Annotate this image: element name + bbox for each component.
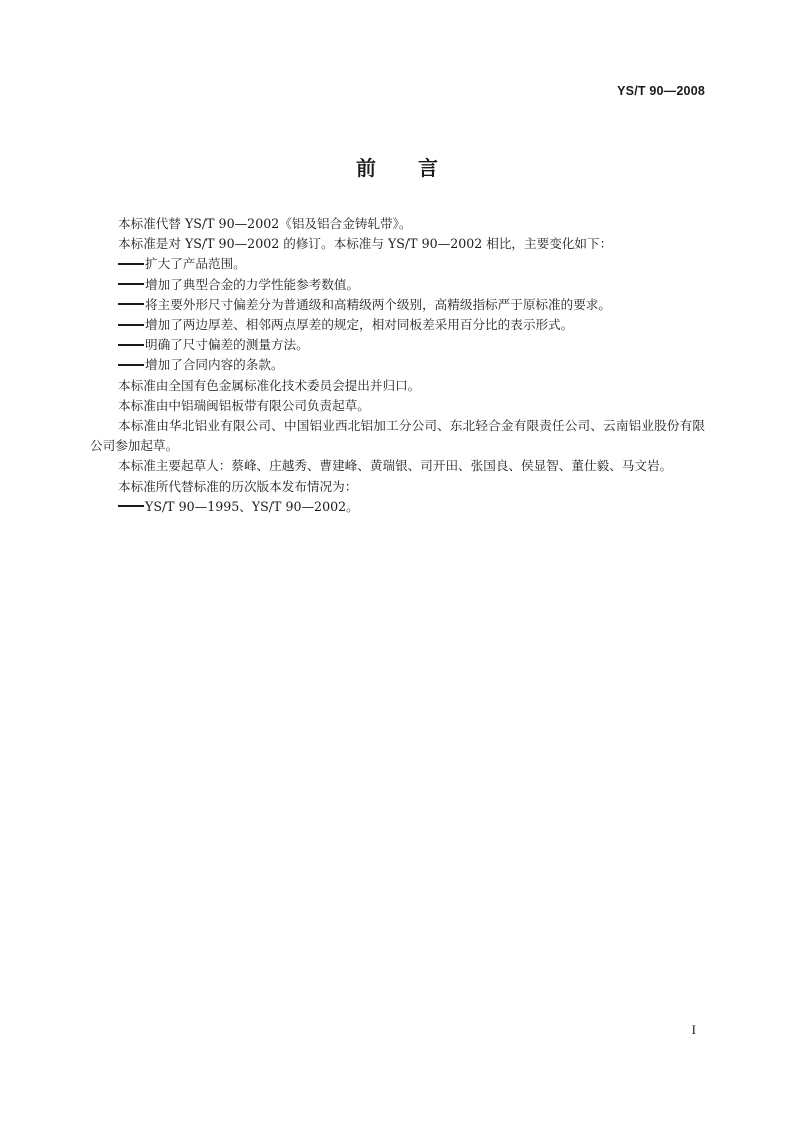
paragraph-history-intro: 本标准所代替标准的历次版本发布情况为：	[118, 478, 358, 494]
paragraph-authors: 本标准主要起草人：蔡峰、庄越秀、曹建峰、黄瑞银、司开田、张国良、侯显智、董仕毅、马文岩。	[118, 458, 673, 474]
paragraph-participants: 本标准由华北铝业有限公司、中国铝业西北铝加工分公司、东北轻合金有限责任公司、云南铝业股份有限公司参加起草。	[90, 418, 705, 454]
dash-mark	[118, 505, 144, 507]
change-item: 增加了两边厚差、相邻两点厚差的规定，相对同板差采用百分比的表示形式。	[90, 315, 705, 335]
change-item: 增加了典型合金的力学性能参考数值。	[90, 275, 705, 295]
dash-mark	[118, 364, 144, 366]
page-number: I	[691, 1022, 696, 1037]
page-title	[0, 152, 794, 181]
change-item: 明确了尺寸偏差的测量方法。	[90, 335, 705, 355]
foreword-body	[90, 214, 705, 517]
dash-mark	[118, 324, 144, 326]
change-item: 增加了合同内容的条款。	[90, 355, 705, 375]
paragraph-replaces: 本标准代替 YS/T 90—2002《铝及铝合金铸轧带》。	[118, 216, 412, 231]
dash-mark	[118, 263, 144, 265]
paragraph-proposer: 本标准由全国有色金属标准化技术委员会提出并归口。	[118, 377, 421, 393]
paragraph-drafter: 本标准由中铝瑞闽铝板带有限公司负责起草。	[118, 397, 370, 413]
title-char-1: 前	[356, 156, 376, 180]
change-item: 将主要外形尺寸偏差分为普通级和高精级两个级别，高精级指标严于原标准的要求。	[90, 295, 705, 315]
paragraph-revision: 本标准是对 YS/T 90—2002 的修订。本标准与 YS/T 90—2002 相比，主要变化如下：	[118, 236, 613, 252]
standard-code: YS/T 90—2008	[617, 84, 705, 98]
dash-mark	[118, 344, 144, 346]
dash-mark	[118, 283, 144, 285]
history-item: YS/T 90—1995、YS/T 90—2002。	[90, 497, 705, 517]
dash-mark	[118, 303, 144, 305]
change-item: 扩大了产品范围。	[90, 254, 705, 274]
title-char-2: 言	[418, 156, 438, 180]
